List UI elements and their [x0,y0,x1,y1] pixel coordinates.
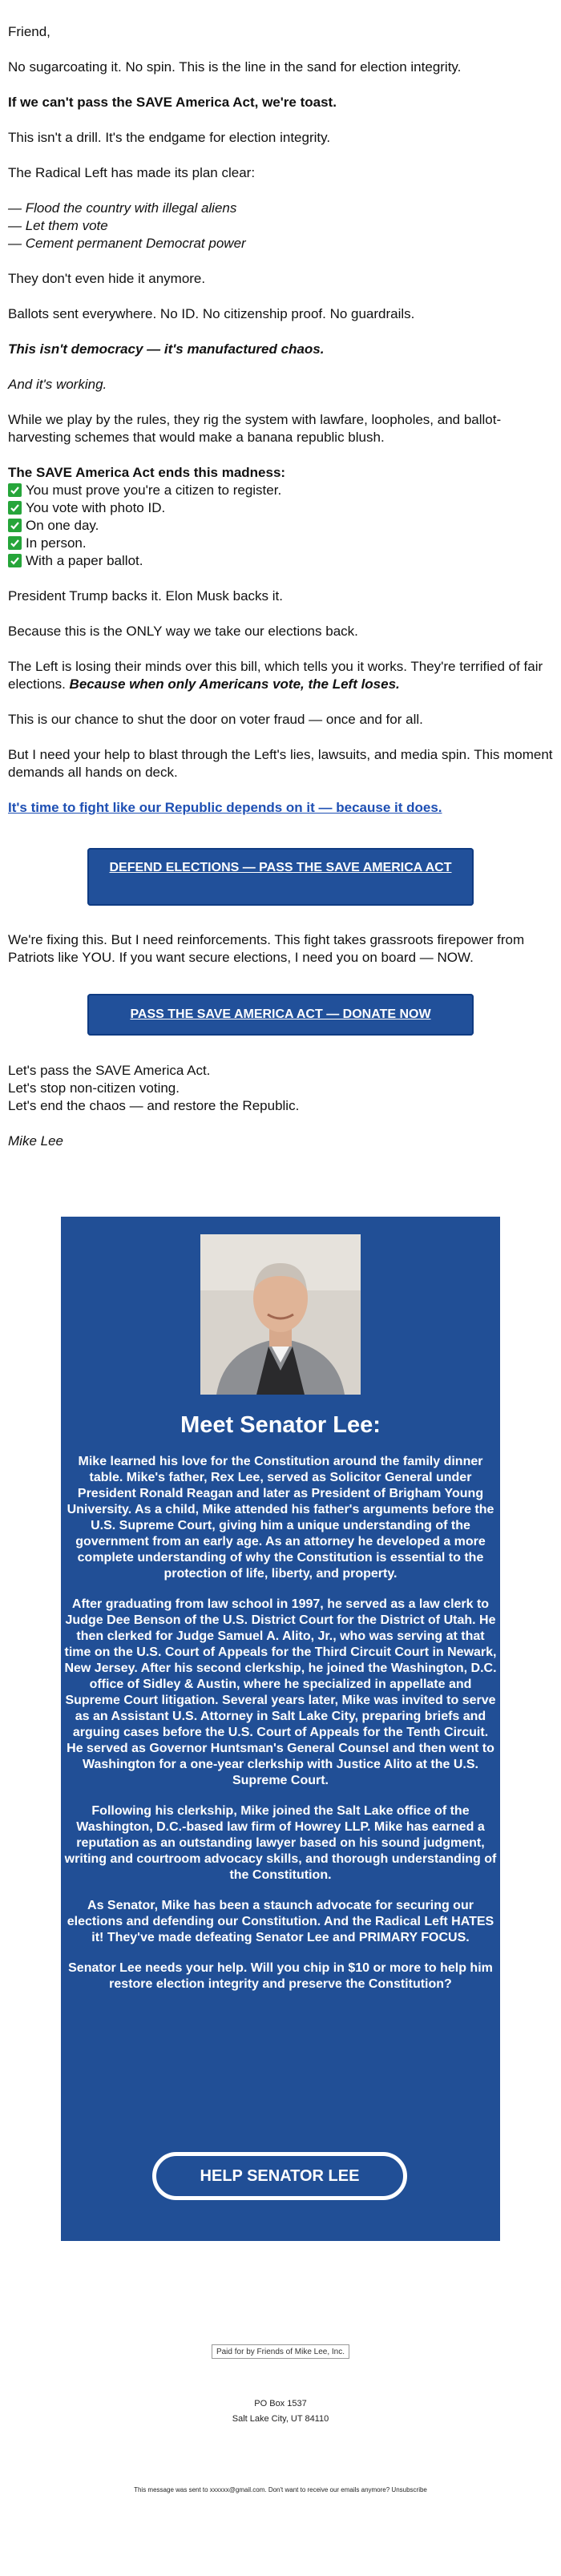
paragraph: They don't even hide it anymore. [8,271,206,286]
paragraph: Because this is the ONLY way we take our elections back. [8,624,358,639]
paragraph: While we play by the rules, they rig the system with lawfare, loopholes, and ballot-harvesting schemes that would make a banana republic blush. [8,412,502,445]
bio-title: Meet Senator Lee: [180,1412,381,1438]
check-icon [8,483,22,497]
letter-body [0,23,561,817]
plan-item: — Cement permanent Democrat power [8,236,246,251]
paragraph: This isn't a drill. It's the endgame for election integrity. [8,130,331,145]
donate-now-button[interactable]: PASS THE SAVE AMERICA ACT — DONATE NOW [87,994,474,1036]
paragraph [8,658,553,693]
address-line-2: Salt Lake City, UT 84110 [232,2414,329,2424]
closing-line: Let's pass the SAVE America Act. [8,1063,211,1078]
bio-paragraph: Following his clerkship, Mike joined the Salt Lake office of the Washington, D.C.-based law firm of Howrey LLP. Mike has earned a reputation as an outstanding lawyer based on his sound judgment, writing and courtroom advocacy skills, and thorough understanding of the Constitution. [64,1804,497,1882]
checklist-item [8,552,553,570]
senator-photo [200,1234,361,1395]
paragraph: No sugarcoating it. No spin. This is the line in the sand for election integrity. [8,59,462,75]
paragraph: This is our chance to shut the door on voter fraud — once and for all. [8,712,423,727]
plan-item: — Let them vote [8,218,108,233]
paragraph-emphasis: Because when only Americans vote, the Left loses. [69,676,400,692]
paragraph: We're fixing this. But I need reinforcements. This fight takes grassroots firepower from Patriots like YOU. If you want secure elections, I need you on board — NOW. [8,932,525,965]
bio-paragraph: As Senator, Mike has been a staunch advocate for securing our elections and defending our Constitution. And the Radical Left HATES it! They've made defeating Senator Lee and PRIMARY FOCUS. [67,1899,494,1944]
checklist-text: You must prove you're a citizen to register. [26,482,282,498]
check-icon [8,554,22,567]
checklist-item [8,535,553,552]
signature: Mike Lee [8,1133,63,1149]
paragraph-text: The Left is losing their minds over this bill, which tells you it works. They're terrified of fair elections. [8,659,543,692]
bio-panel [61,1217,500,2241]
unsubscribe-notice[interactable]: This message was sent to xxxxxx@gmail.com. Don't want to receive our emails anymore? Unsubscribe [134,2486,427,2493]
checklist-text: With a paper ballot. [26,553,143,568]
paragraph-bold: If we can't pass the SAVE America Act, we're toast. [8,95,337,110]
closing-line: Let's stop non-citizen voting. [8,1080,180,1096]
checklist-text: In person. [26,535,87,551]
closing-line: Let's end the chaos — and restore the Republic. [8,1098,300,1113]
letter-body-2 [0,931,561,967]
checklist-item [8,517,553,535]
checklist-text: You vote with photo ID. [26,500,166,515]
check-icon [8,536,22,550]
bio-paragraph: Senator Lee needs your help. Will you chip in $10 or more to help him restore election integrity and preserve the Constitution? [68,1961,493,1991]
help-senator-lee-button[interactable]: HELP SENATOR LEE [152,2152,407,2200]
check-icon [8,519,22,532]
checklist-text: On one day. [26,518,99,533]
bio-paragraph: After graduating from law school in 1997, he served as a law clerk to Judge Dee Benson of the U.S. District Court for the District of Utah. He then clerked for Judge Samuel A. Alito, Jr., who was serving at that time on the U.S. Court of Appeals for the Third Circuit Court in Newark, New Jersey. After his second clerkship, he joined the Washington, D.C. office of Sidley & Austin, where he specialized in appellate and Supreme Court litigation. Several years later, Mike was invited to serve as an Assistant U.S. Attorney in Salt Lake City, preparing briefs and arguing cases before the U.S. Court of Appeals for the Tenth Circuit. He served as Governor Huntsman's General Counsel and then went to Washington for a one-year clerkship with Justice Alito at the U.S. Supreme Court. [64,1597,497,1787]
paid-for-box: Paid for by Friends of Mike Lee, Inc. [212,2344,349,2359]
paragraph: Ballots sent everywhere. No ID. No citizenship proof. No guardrails. [8,306,415,321]
plan-item: — Flood the country with illegal aliens [8,200,237,216]
paragraph: President Trump backs it. Elon Musk backs it. [8,588,283,604]
checklist-item [8,482,553,499]
checklist-item [8,499,553,517]
paragraph: The Radical Left has made its plan clear: [8,165,256,180]
closing [0,1062,561,1150]
fight-link[interactable]: It's time to fight like our Republic depends on it — because it does. [8,800,442,815]
paragraph: But I need your help to blast through the Left's lies, lawsuits, and media spin. This moment demands all hands on deck. [8,747,553,780]
paragraph-bold-italic: This isn't democracy — it's manufactured chaos. [8,341,325,357]
address-line-1: PO Box 1537 [254,2399,307,2408]
check-icon [8,501,22,515]
greeting: Friend, [8,24,50,39]
bio-text [61,1454,500,2007]
paragraph-italic: And it's working. [8,377,107,392]
bio-paragraph: Mike learned his love for the Constitution around the family dinner table. Mike's father, Rex Lee, served as Solicitor General under President Ronald Reagan and later as President of Brigham Young University. As a child, Mike attended his father's arguments before the U.S. Supreme Court, giving him a unique understanding of the government from an early age. As an attorney he developed a more complete understanding of why the Constitution is essential to the protection of life, liberty, and property. [67,1455,494,1581]
defend-elections-button[interactable]: DEFEND ELECTIONS — PASS THE SAVE AMERICA ACT [87,848,474,906]
checklist-heading: The SAVE America Act ends this madness: [8,465,286,480]
